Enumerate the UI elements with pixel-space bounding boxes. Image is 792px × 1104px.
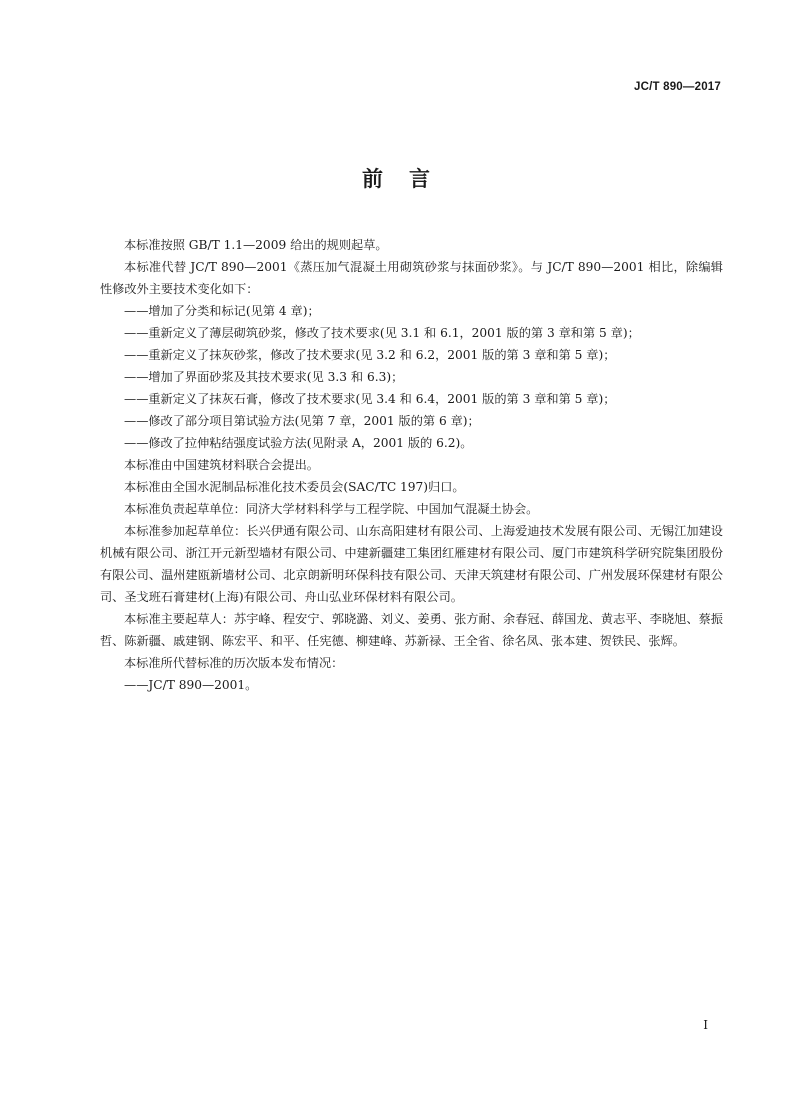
paragraph-participating-drafters: 本标准参加起草单位：长兴伊通有限公司、山东高阳建材有限公司、上海爱迪技术发展有限公司、无锡江加建设机械有限公司、浙江开元新型墙材有限公司、中建新疆建工集团红雁建材有限公司、厦门市建筑科学研究院集团股份有限公司、温州建瓯新墙材公司、北京朗新明环保科技有限公司、天津天筑建材有限公司、广州发展环保建材有限公司、圣戈班石膏建材(上海)有限公司、舟山弘业环保材料有限公司。 [100,524,723,604]
standard-number: JC/T 890—2017 [634,81,721,93]
paragraph-main-drafters: 本标准主要起草人：苏宇峰、程安宁、郭晓潞、刘义、姜勇、张方耐、余春冠、薛国龙、黄志平、李晓旭、蔡振哲、陈新疆、戚建钢、陈宏平、和平、任宪德、柳建峰、苏新禄、王全省、徐名凤、张本建、贺铁民、张辉。 [100,612,723,648]
document-body [100,234,723,696]
paragraph-version-history: 本标准所代替标准的历次版本发布情况： [124,656,344,670]
change-item: ——重新定义了薄层砌筑砂浆，修改了技术要求(见 3.1 和 6.1，2001 版的第 3 章和第 5 章)； [124,326,640,340]
change-item: ——重新定义了抹灰石膏，修改了技术要求(见 3.4 和 6.4，2001 版的第 3 章和第 5 章)； [124,392,616,406]
change-item: ——修改了拉伸粘结强度试验方法(见附录 A，2001 版的 6.2)。 [124,436,473,450]
change-item: ——增加了界面砂浆及其技术要求(见 3.3 和 6.3)； [124,370,404,384]
paragraph-technical-committee: 本标准由全国水泥制品标准化技术委员会(SAC/TC 197)归口。 [124,480,465,494]
paragraph-drafting-rules: 本标准按照 GB/T 1.1—2009 给出的规则起草。 [124,238,388,252]
change-item: ——重新定义了抹灰砂浆，修改了技术要求(见 3.2 和 6.2，2001 版的第 3 章和第 5 章)； [124,348,616,362]
version-history-item: ——JC/T 890—2001。 [124,678,258,692]
paragraph-replacement: 本标准代替 JC/T 890—2001《蒸压加气混凝土用砌筑砂浆与抹面砂浆》。与 JC/T 890—2001 相比，除编辑性修改外主要技术变化如下： [100,260,723,296]
change-item: ——修改了部分项目第试验方法(见第 7 章，2001 版的第 6 章)； [124,414,480,428]
change-item: ——增加了分类和标记(见第 4 章)； [124,304,320,318]
page-title: 前言 [362,167,456,191]
paragraph-proposer: 本标准由中国建筑材料联合会提出。 [124,458,319,472]
paragraph-lead-drafter: 本标准负责起草单位：同济大学材料科学与工程学院、中国加气混凝土协会。 [124,502,539,516]
page-number: I [703,1018,708,1032]
